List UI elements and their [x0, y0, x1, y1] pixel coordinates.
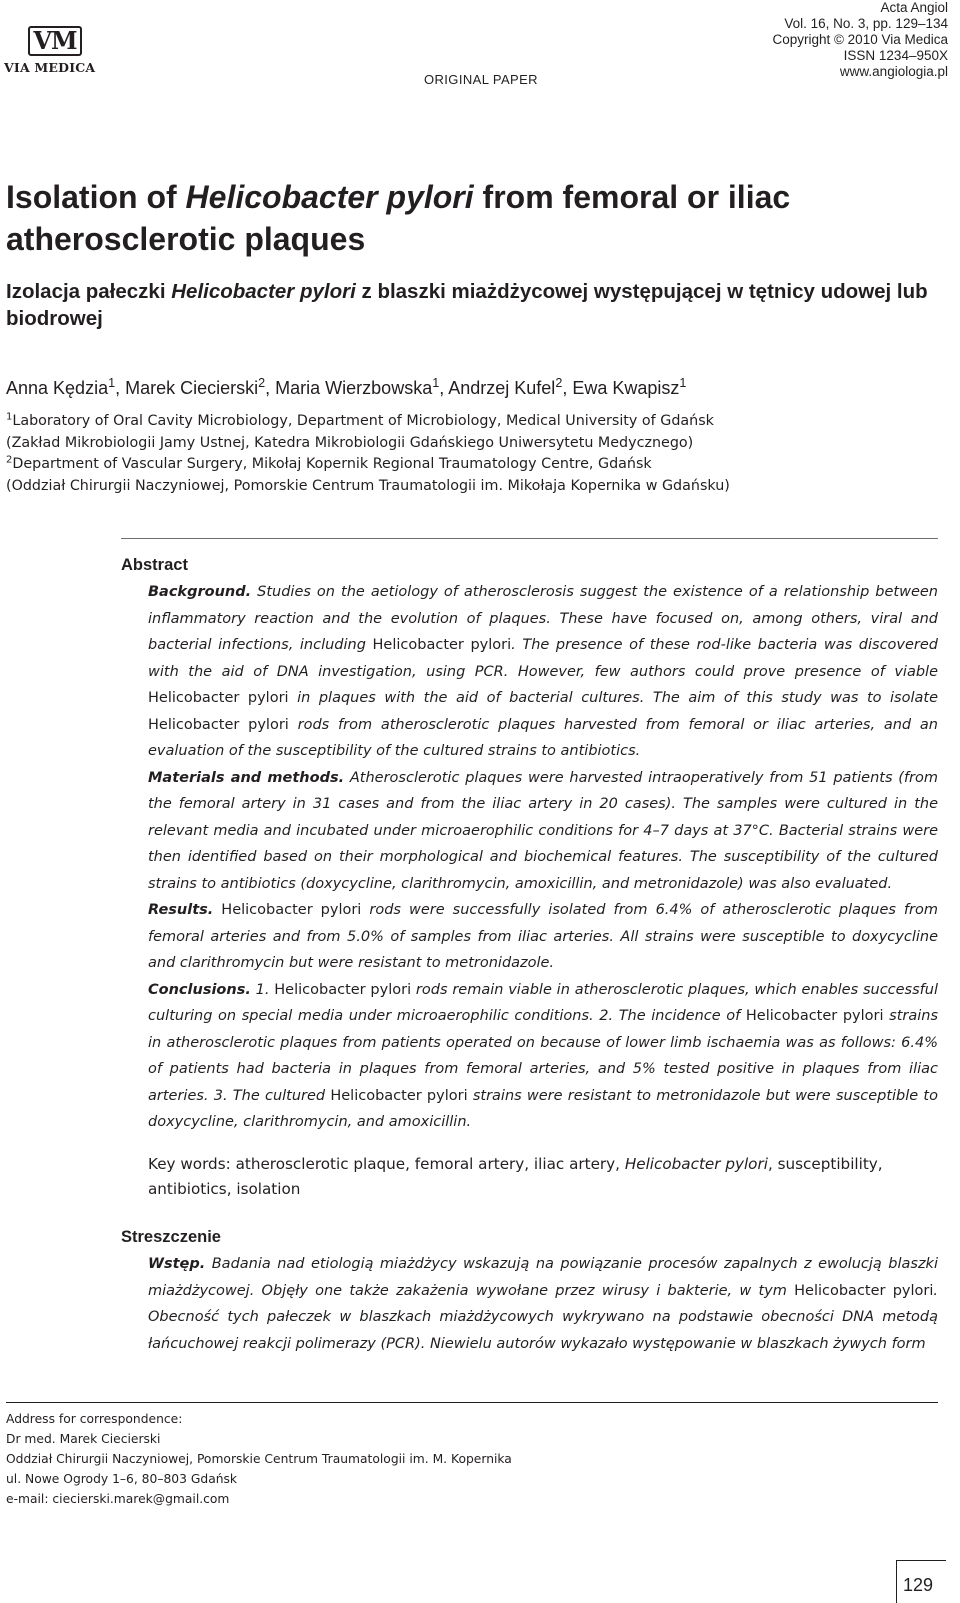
author-affiliation-mark: 1: [432, 376, 440, 391]
methods-text: Atherosclerotic plaques were harvested intraoperatively from 51 patients (from the femoral artery in 31 cases and from the iliac artery in 20 cases). The samples were cultured in the relevant media and incubated under microaerophilic conditions for 4–7 days at 37°C. Bacterial strains were then identified based on their morphological and biochemical features. The susceptibility of the cultured strains to antibiotics (doxycycline, clarithromycin, amoxicillin, and metronidazole) was also evaluated.: [148, 769, 938, 892]
article-title: [6, 176, 946, 260]
author-separator: ,: [439, 378, 449, 398]
streszczenie-label: Wstęp.: [148, 1256, 206, 1272]
streszczenie-body: [148, 1251, 938, 1357]
species-name: Helicobacter pylori: [148, 690, 289, 706]
author-separator: ,: [115, 378, 126, 398]
keywords-text: atherosclerotic plaque, femoral artery, iliac artery,: [235, 1155, 625, 1173]
title-text: from femoral or iliac atherosclerotic plaques: [6, 179, 791, 257]
author: [448, 378, 572, 398]
affiliation-number: 2: [6, 454, 13, 466]
affiliation-text: (Oddział Chirurgii Naczyniowej, Pomorskie Centrum Traumatologii im. Mikołaja Kopernika w Gdańsku): [6, 477, 730, 494]
author-name: Maria Wierzbowska: [275, 378, 433, 398]
streszczenie-text: Badania nad etiologią miażdżycy wskazują na powiązanie procesów zapalnych z ewolucją blaszki miażdżycowej. Objęły one także zakażenia wywołane przez wirusy i bakterie, w tym: [148, 1256, 938, 1299]
species-name: Helicobacter pylori: [330, 1087, 468, 1104]
publisher-logo-name: VIA MEDICA: [4, 60, 96, 75]
journal-copyright: Copyright © 2010 Via Medica: [772, 32, 948, 47]
streszczenie-heading: Streszczenie: [121, 1228, 221, 1246]
species-name: Helicobacter pylori: [372, 637, 512, 653]
background-label: Background.: [148, 584, 252, 600]
methods-label: Materials and methods.: [148, 769, 345, 786]
journal-volume: Vol. 16, No. 3, pp. 129–134: [784, 16, 948, 31]
background-text: Studies on the aetiology of atherosclerosis suggest the existence of a relationship between inflammatory reaction and the evolution of plaques. These have focused on, among others, viral and bacterial infections, including: [148, 584, 938, 653]
publisher-logo: [4, 26, 104, 78]
author-affiliation-mark: 2: [555, 376, 563, 391]
author-separator: ,: [265, 378, 276, 398]
species-name: Helicobacter pylori: [221, 902, 362, 918]
author-affiliation-mark: 2: [258, 376, 266, 391]
author-name: Andrzej Kufel: [448, 378, 556, 398]
results-text: rods were successfully isolated from 6.4% of atherosclerotic plaques from femoral arteries and from 5.0% of samples from iliac arteries. All strains were susceptible to doxycycline and clarithromycin but were resistant to metronidazole.: [148, 902, 938, 971]
author: [125, 378, 275, 398]
abstract-divider: [121, 538, 938, 539]
conclusions-text: strains were resistant to metronidazole but were susceptible to doxycycline, clarithromycin, and amoxicillin.: [148, 1087, 938, 1130]
author-list: [6, 378, 686, 399]
abstract-results: [148, 897, 938, 977]
species-name: Helicobacter pylori: [794, 1282, 934, 1299]
author: [572, 378, 686, 398]
correspondence-line: ul. Nowe Ogrody 1–6, 80–803 Gdańsk: [6, 1472, 238, 1486]
author-separator: ,: [562, 378, 573, 398]
affiliation-line: [6, 433, 951, 455]
keywords-text: , susceptibility, antibiotics, isolation: [148, 1155, 883, 1198]
abstract-conclusions: [148, 977, 938, 1136]
keywords-label: Key words:: [148, 1155, 236, 1173]
species-name: Helicobacter pylori: [745, 1008, 884, 1024]
streszczenie-text: . Obecność tych pałeczek w blaszkach miażdżycowych wykrywano na podstawie obecności DNA metodą łańcuchowej reakcji polimerazy (PCR). Niewielu autorów wykazało występowanie w blaszkach żywych form: [148, 1282, 939, 1352]
affiliation-text: (Zakład Mikrobiologii Jamy Ustnej, Katedra Mikrobiologii Gdańskiego Uniwersytetu Medycznego): [6, 434, 694, 451]
abstract-heading: Abstract: [121, 556, 188, 574]
results-label: Results.: [148, 902, 214, 918]
journal-url[interactable]: www.angiologia.pl: [839, 64, 948, 79]
affiliation-text: Laboratory of Oral Cavity Microbiology, Department of Microbiology, Medical University of Gdańsk: [12, 413, 714, 429]
author: [275, 378, 448, 398]
title-species: Helicobacter pylori: [185, 179, 474, 215]
correspondence-line: Address for correspondence:: [6, 1412, 183, 1426]
abstract-background: [148, 579, 938, 765]
affiliation-list: [6, 411, 951, 497]
conclusions-text: rods remain viable in atherosclerotic plaques, which enables successful culturing on special media under microaerophilic conditions. 2. The incidence of: [148, 981, 938, 1024]
background-text: in plaques with the aid of bacterial cultures. The aim of this study was to isolate: [288, 690, 938, 706]
title-text: Isolation of: [6, 179, 186, 215]
footer-divider: [6, 1402, 938, 1403]
author-name: Marek Ciecierski: [125, 378, 259, 398]
species-name: Helicobacter pylori: [274, 981, 412, 998]
correspondence-line: Oddział Chirurgii Naczyniowej, Pomorskie Centrum Traumatologii im. M. Kopernika: [6, 1452, 512, 1466]
journal-name: Acta Angiol: [880, 0, 948, 15]
paper-type-label: ORIGINAL PAPER: [424, 72, 538, 87]
journal-issn: ISSN 1234–950X: [843, 48, 948, 63]
conclusions-text: strains in atherosclerotic plaques from patients operated on because of lower limb ischaemia was as follows: 6.4% of patients had bacteria in plaques from femoral arteries, and 5% tested positive in plaques from iliac arteries. 3. The cultured: [148, 1008, 938, 1104]
author-affiliation-mark: 1: [108, 376, 116, 391]
correspondence-line: Dr med. Marek Ciecierski: [6, 1432, 161, 1446]
subtitle-text: z blaszki miażdżycowej występującej w tętnicy udowej lub biodrowej: [6, 280, 928, 330]
publisher-logo-mark: VM: [28, 26, 82, 56]
conclusions-label: Conclusions.: [148, 981, 251, 998]
affiliation-number: 1: [6, 411, 13, 423]
journal-info: [648, 0, 948, 80]
correspondence-block: [6, 1409, 606, 1509]
conclusions-text: 1.: [250, 981, 275, 998]
abstract-body: [148, 579, 938, 1136]
affiliation-line: [6, 476, 951, 498]
author-affiliation-mark: 1: [679, 376, 687, 391]
article-subtitle: [6, 278, 946, 332]
affiliation-line: [6, 411, 951, 433]
affiliation-text: Department of Vascular Surgery, Mikołaj Kopernik Regional Traumatology Centre, Gdańsk: [12, 456, 652, 472]
affiliation-line: [6, 454, 951, 476]
correspondence-email[interactable]: e-mail: ciecierski.marek@gmail.com: [6, 1492, 230, 1506]
subtitle-species: Helicobacter pylori: [171, 280, 356, 303]
species-name: Helicobacter pylori: [148, 716, 289, 733]
background-text: . The presence of these rod-like bacteria was discovered with the aid of DNA investigation, using PCR. However, few authors could prove presence of viable: [148, 637, 939, 680]
abstract-methods: [148, 765, 938, 898]
keywords-species: Helicobacter pylori: [624, 1155, 768, 1173]
author-name: Anna Kędzia: [6, 378, 109, 398]
page-number: 129: [903, 1575, 934, 1595]
author: [6, 378, 125, 398]
author-name: Ewa Kwapisz: [572, 378, 680, 398]
keywords: [148, 1152, 938, 1202]
streszczenie-intro: [148, 1251, 938, 1357]
background-text: rods from atherosclerotic plaques harvested from femoral or iliac arteries, and an evaluation of the susceptibility of the cultured strains to antibiotics.: [148, 716, 939, 759]
subtitle-text: Izolacja pałeczki: [6, 280, 172, 303]
